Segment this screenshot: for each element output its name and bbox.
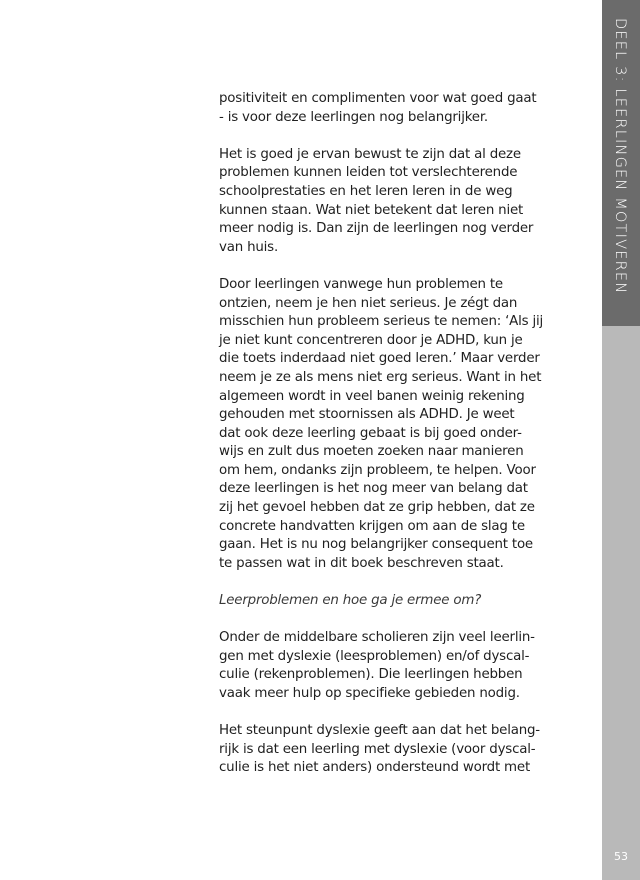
text-line: Door leerlingen vanwege hun problemen te	[219, 276, 503, 292]
text-line: problemen kunnen leiden tot verslechterende	[219, 165, 518, 181]
text-line: Het steunpunt dyslexie geeft aan dat het belang-	[219, 723, 540, 739]
text-line: ontzien, neem je hen niet serieus. Je zégt dan	[219, 295, 518, 311]
text-line: om hem, ondanks zijn probleem, te helpen. Voor	[219, 462, 536, 478]
text-line: neem je ze als mens niet erg serieus. Want in het	[219, 369, 542, 385]
text-line: kunnen staan. Wat niet betekent dat leren niet	[219, 202, 524, 218]
text-line: culie is het niet anders) ondersteund wordt met	[219, 760, 530, 776]
chapter-sidebar	[602, 0, 640, 880]
text-line: wijs en zult dus moeten zoeken naar manieren	[219, 444, 524, 460]
text-line: die toets inderdaad niet goed leren.’ Maar verder	[219, 351, 540, 367]
text-line: misschien hun probleem serieus te nemen: ‘Als jij	[219, 314, 544, 330]
body-text	[219, 90, 549, 797]
chapter-title: DEEL 3: LEERLINGEN MOTIVEREN	[612, 18, 628, 295]
paragraph	[219, 90, 549, 127]
text-line: concrete handvatten krijgen om aan de slag te	[219, 518, 525, 534]
text-line: positiviteit en complimenten voor wat goed gaat	[219, 91, 537, 106]
page-number: 53	[614, 850, 628, 863]
text-line: Onder de middelbare scholieren zijn veel leerlin-	[219, 630, 535, 646]
text-line: dat ook deze leerling gebaat is bij goed onder-	[219, 425, 522, 441]
text-line: schoolprestaties en het leren leren in de weg	[219, 183, 513, 199]
text-line: Leerproblemen en hoe ga je ermee om?	[219, 593, 482, 609]
section-heading	[219, 592, 549, 611]
text-line: Het is goed je ervan bewust te zijn dat al deze	[219, 146, 521, 162]
text-line: je niet kunt concentreren door je ADHD, kun je	[219, 332, 523, 348]
text-line: deze leerlingen is het nog meer van belang dat	[219, 481, 528, 497]
text-line: - is voor deze leerlingen nog belangrijker.	[219, 109, 488, 125]
paragraph	[219, 146, 549, 258]
text-line: zij het gevoel hebben dat ze grip hebben, dat ze	[219, 500, 535, 516]
text-line: rijk is dat een leerling met dyslexie (voor dyscal-	[219, 741, 536, 757]
paragraph	[219, 722, 549, 778]
chapter-tab	[602, 0, 640, 326]
text-line: vaak meer hulp op specifieke gebieden nodig.	[219, 686, 520, 701]
paragraph	[219, 276, 549, 574]
text-line: van huis.	[219, 239, 279, 255]
text-line: gehouden met stoornissen als ADHD. Je weet	[219, 407, 515, 423]
text-line: culie (rekenproblemen). Die leerlingen hebben	[219, 667, 523, 683]
text-line: algemeen wordt in veel banen weinig rekening	[219, 388, 525, 404]
paragraph	[219, 629, 549, 703]
text-line: te passen wat in dit boek beschreven staat.	[219, 555, 504, 571]
text-line: gen met dyslexie (leesproblemen) en/of dyscal-	[219, 648, 530, 664]
text-line: meer nodig is. Dan zijn de leerlingen nog verder	[219, 221, 534, 237]
text-line: gaan. Het is nu nog belangrijker consequent toe	[219, 537, 533, 553]
